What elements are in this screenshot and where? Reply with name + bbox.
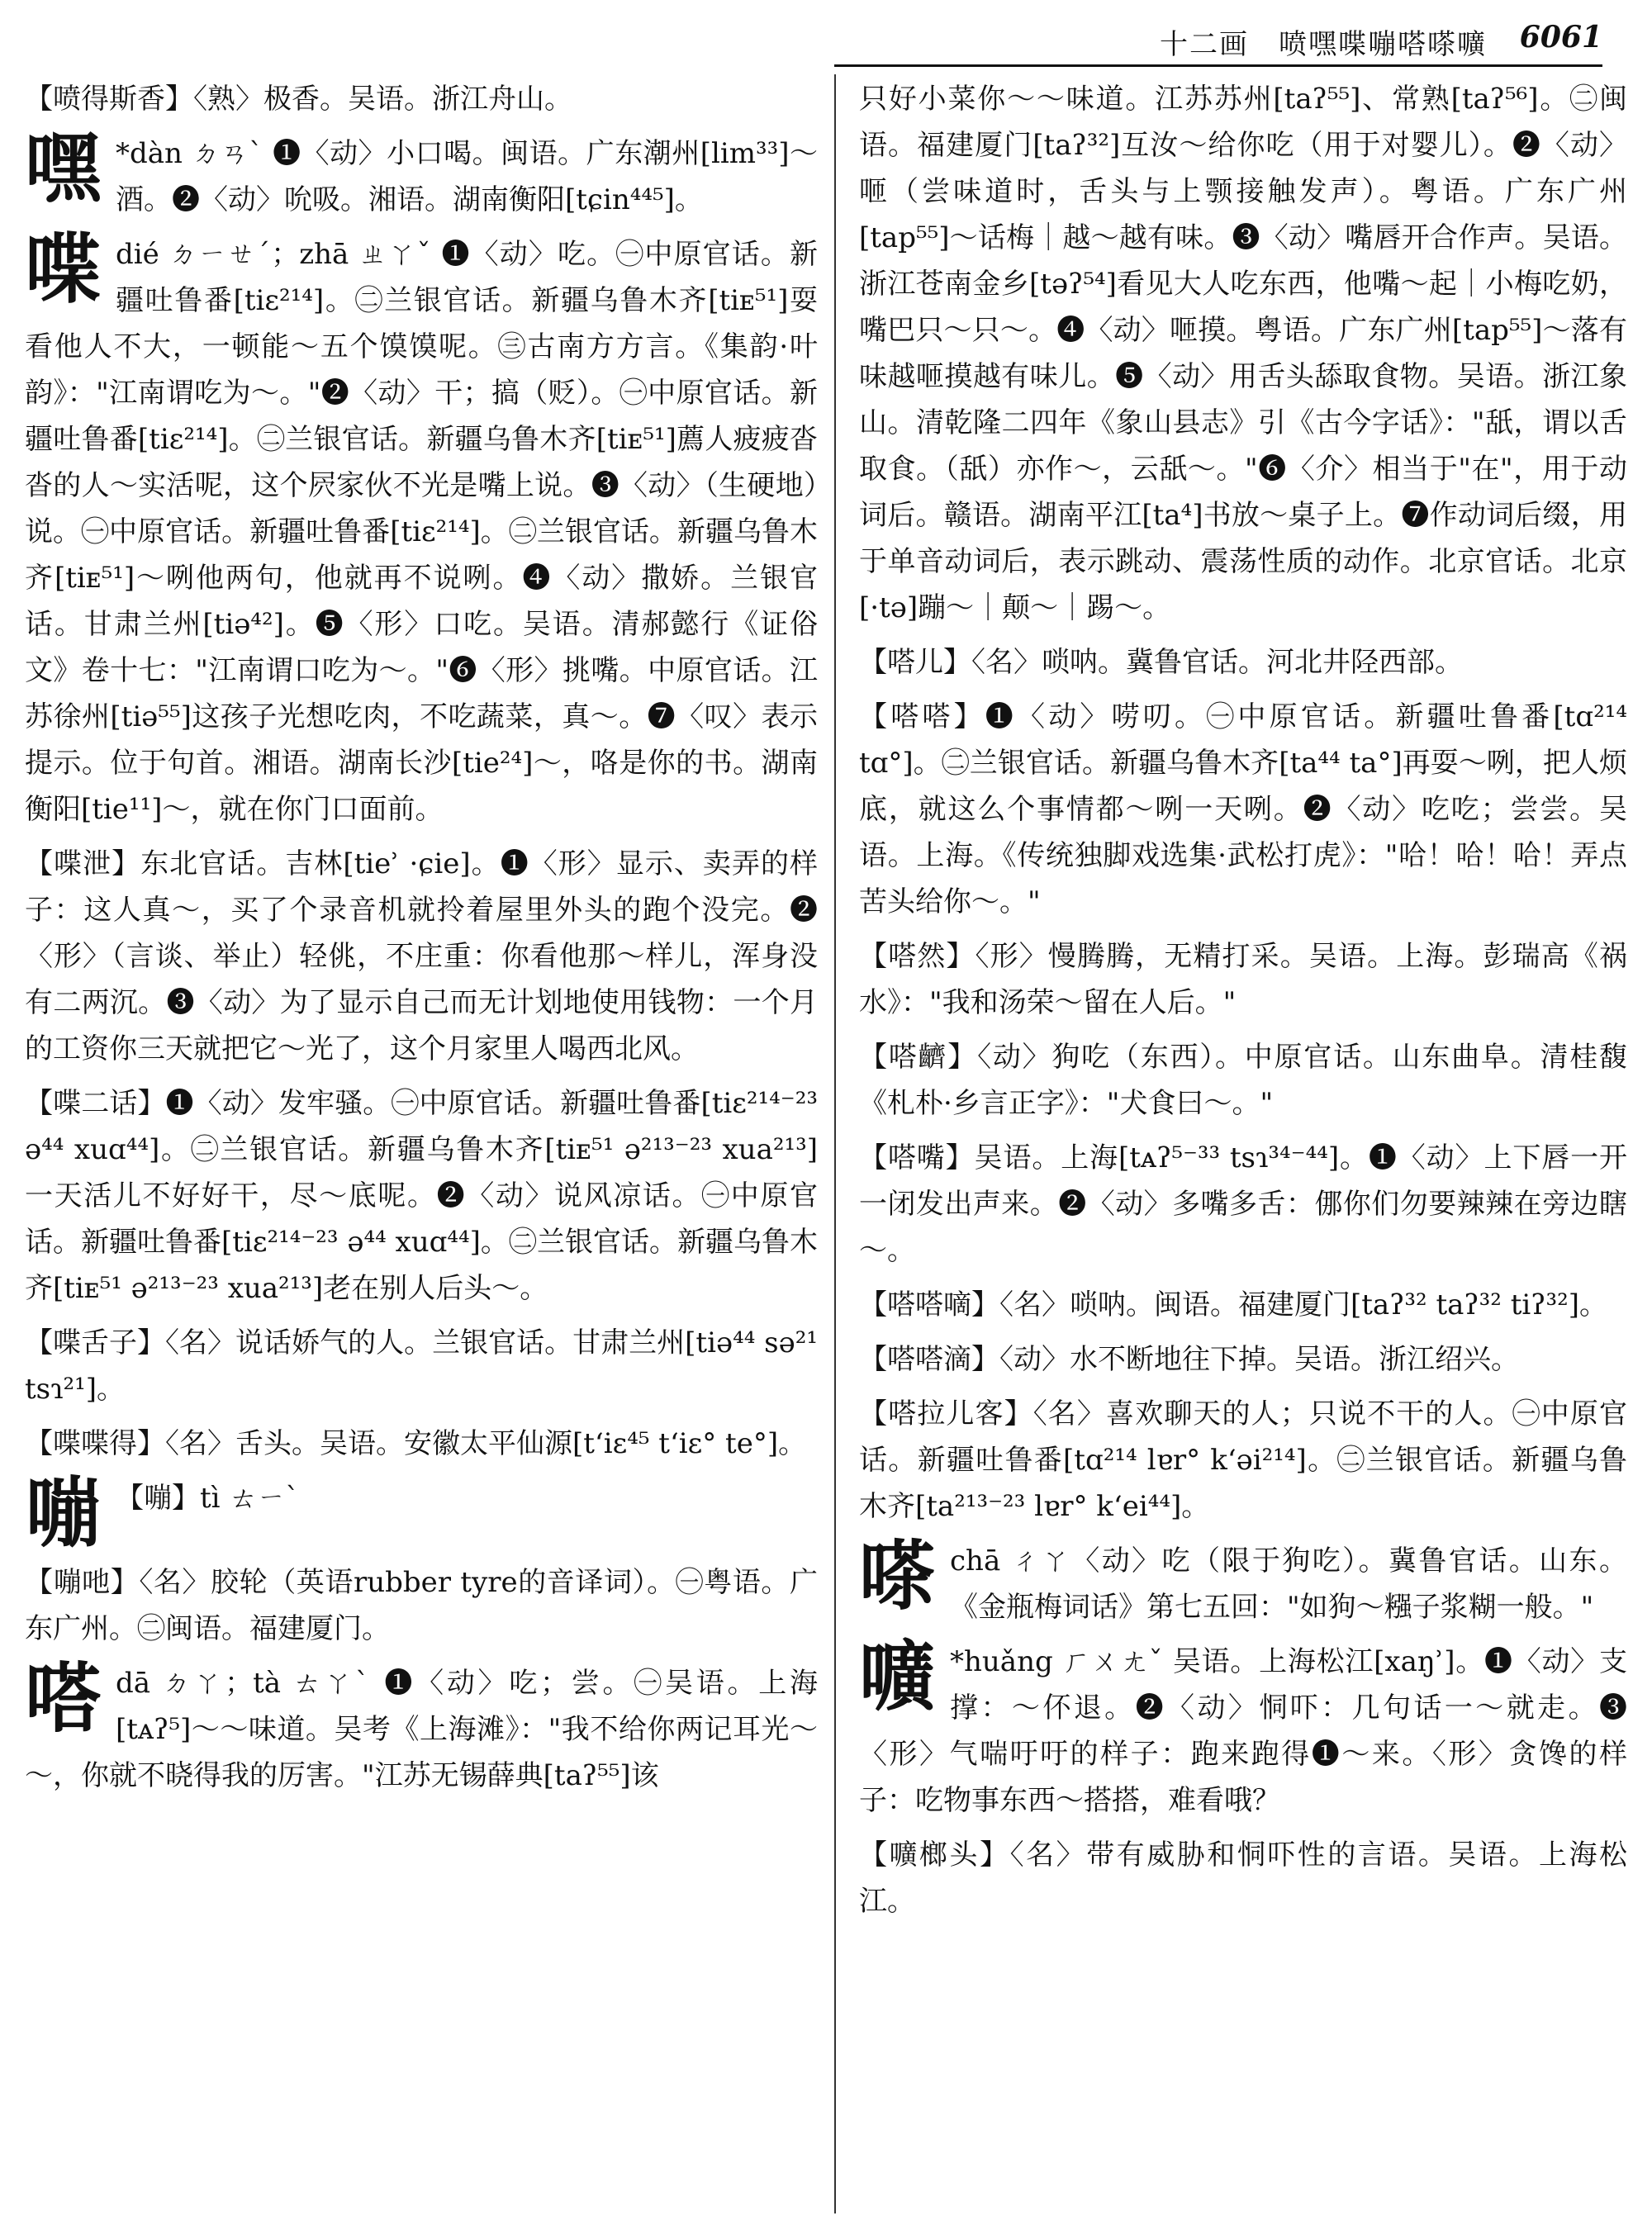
headword-character: 喋 — [25, 225, 102, 314]
dictionary-entry: 【喋泄】东北官话。吉林[tieʾ ·ɕie]。❶〈形〉显示、卖弄的样子：这人真～，买了个录音机就拎着屋里外头的跑个没完。❷〈形〉（言谈、举止）轻佻，不庄重：你看他那～样儿，浑身没有二两沉。❸〈动〉为了显示自己而无计划地使用钱物：一个月的工资你三天就把它～光了，这个月家里人喝西北风。 — [25, 847, 818, 1065]
dictionary-entry: 【喋喋得】〈名〉舌头。吴语。安徽太平仙源[tʻiɛ⁴⁵ tʻiɛ° te°]。 — [25, 1427, 807, 1460]
dictionary-entry: 【嚝榔头】〈名〉带有威胁和恫吓性的言语。吴语。上海松江。 — [859, 1839, 1627, 1918]
dictionary-entry: 【嗒嗒】❶〈动〉唠叨。㊀中原官话。新疆吐鲁番[tɑ²¹⁴ tɑ°]。㊁兰银官话。新疆乌鲁木齐[ta⁴⁴ ta°]再耍～咧，把人烦底，就这么个事情都～咧一天咧。❷〈动〉吃吃；尝尝。吴语。上海。《传统独脚戏选集·武松打虎》："哈！哈！哈！弄点苦头给你～。" — [859, 700, 1627, 918]
dictionary-entry: 【嗒嗒滴】〈动〉水不断地往下掉。吴语。浙江绍兴。 — [859, 1343, 1519, 1376]
dictionary-entry: 【嗒嗒嘀】〈名〉唢呐。闽语。福建厦门[taʔ³² taʔ³² tiʔ³²]。 — [859, 1288, 1608, 1321]
entry-definition: dā ㄉㄚ；tà ㄊㄚˋ ❶〈动〉吃；尝。㊀吴语。上海[tᴀʔ⁵]～～味道。吴考《上海滩》："我不给你两记耳光～～，你就不晓得我的厉害。"江苏无锡薛典[taʔ⁵⁵]该 — [25, 1667, 818, 1792]
running-head: 十二画 喷嘿喋嘣嗒嗏嚝 — [1160, 28, 1487, 61]
headword-character: 嚝 — [859, 1632, 936, 1721]
right-column — [859, 76, 1627, 1933]
dictionary-entry: 【喋二话】❶〈动〉发牢骚。㊀中原官话。新疆吐鲁番[tiɛ²¹⁴⁻²³ ə⁴⁴ xuɑ⁴⁴]。㊁兰银官话。新疆乌鲁木齐[tiᴇ⁵¹ ə²¹³⁻²³ xua²¹³]一天活儿不好好干，尽～底呢。❷〈动〉说风凉话。㊀中原官话。新疆吐鲁番[tiɛ²¹⁴⁻²³ ə⁴⁴ xuɑ⁴⁴]。㊁兰银官话。新疆乌鲁木齐[tiᴇ⁵¹ ə²¹³⁻²³ xua²¹³]老在别人后头～。 — [25, 1087, 818, 1305]
entry-definition: *huǎng ㄏㄨㄤˇ 吴语。上海松江[xaŋʾ]。❶〈动〉支撑：～伓退。❷〈动〉恫吓：几句话一～就走。❸〈形〉气喘吁吁的样子：跑来跑得❶～来。〈形〉贪馋的样子：吃物事东西～搭搭，难看哦？ — [859, 1645, 1627, 1817]
headword-character-entry — [859, 1632, 1627, 1824]
headword-character-entry — [25, 1468, 818, 1558]
column-divider — [834, 74, 836, 2213]
dictionary-entry: 【喷得斯香】〈熟〉极香。吴语。浙江舟山。 — [25, 83, 572, 116]
dictionary-entry: 【嘣吔】〈名〉胶轮（英语rubber tyre的音译词）。㊀粤语。广东广州。㊁闽语。福建厦门。 — [25, 1566, 818, 1645]
entry-definition: *dàn ㄉㄢˋ ❶〈动〉小口喝。闽语。广东潮州[lim³³]～酒。❷〈动〉吮吸。湘语。湖南衡阳[tɕin⁴⁴⁵]。 — [116, 137, 818, 216]
page-number: 6061 — [1519, 20, 1602, 55]
dictionary-entry: 【嗒然】〈形〉慢腾腾，无精打采。吴语。上海。彭瑞高《祸水》："我和汤荣～留在人后。" — [859, 940, 1627, 1019]
dictionary-entry: 只好小菜你～～味道。江苏苏州[taʔ⁵⁵]、常熟[taʔ⁵⁶]。㊁闽语。福建厦门[taʔ³²]互汝～给你吃（用于对婴儿）。❷〈动〉咂（尝味道时，舌头与上颚接触发声）。粤语。广东广州[tap⁵⁵]～话梅｜越～越有味。❸〈动〉嘴唇开合作声。吴语。浙江苍南金乡[təʔ⁵⁴]看见大人吃东西，他嘴～起｜小梅吃奶，嘴巴只～只～。❹〈动〉咂摸。粤语。广东广州[tap⁵⁵]～落有味越咂摸越有味儿。❺〈动〉用舌头舔取食物。吴语。浙江象山。清乾隆二四年《象山县志》引《古今字话》："舐，谓以舌取食。（舐）亦作～，云舐～。"❻〈介〉相当于"在"，用于动词后。赣语。湖南平江[ta⁴]书放～桌子上。❼作动词后缀，用于单音动词后，表示跳动、震荡性质的动作。北京官话。北京[·tə]蹦～｜颠～｜踢～。 — [859, 83, 1627, 624]
headword-character-entry — [859, 1531, 1627, 1630]
entry-definition: chā ㄔㄚ〈动〉吃（限于狗吃）。冀鲁官话。山东。《金瓶梅词话》第七五回："如狗～糨子浆糊一般。" — [950, 1544, 1627, 1624]
entry-definition: 【嘣】tì ㄊㄧˋ — [116, 1482, 300, 1515]
header-rule — [834, 64, 1602, 67]
headword-character: 嘿 — [25, 124, 102, 213]
dictionary-entry: 【嗒嘴】吴语。上海[tᴀʔ⁵⁻³³ tsɿ³⁴⁻⁴⁴]。❶〈动〉上下唇一开一闭发出声来。❷〈动〉多嘴多舌：㑚你们勿要辣辣在旁边瞎～。 — [859, 1141, 1627, 1267]
headword-character: 嗏 — [859, 1531, 936, 1620]
dictionary-entry: 【嗒䶩】〈动〉狗吃（东西）。中原官话。山东曲阜。清桂馥《札朴·乡言正字》："犬食曰～。" — [859, 1041, 1627, 1120]
dictionary-entry: 【嗒拉儿客】〈名〉喜欢聊天的人；只说不干的人。㊀中原官话。新疆吐鲁番[tɑ²¹⁴ lɐr° kʻəi²¹⁴]。㊁兰银官话。新疆乌鲁木齐[ta²¹³⁻²³ lɐr° kʻei⁴⁴]。 — [859, 1397, 1627, 1523]
dictionary-entry: 【喋舌子】〈名〉说话娇气的人。兰银官话。甘肃兰州[tiə⁴⁴ sə²¹ tsɿ²¹]。 — [25, 1326, 818, 1406]
left-column — [25, 76, 818, 1807]
headword-character-entry — [25, 124, 818, 223]
entry-definition: dié ㄉㄧㄝˊ；zhā ㄓㄚˇ ❶〈动〉吃。㊀中原官话。新疆吐鲁番[tiɛ²¹⁴]。㊁兰银官话。新疆乌鲁木齐[tiᴇ⁵¹]耍看他人不大，一顿能～五个馍馍呢。㊂古南方方言。《集韵·叶韵》："江南谓吃为～。"❷〈动〉干；搞（贬）。㊀中原官话。新疆吐鲁番[tiɛ²¹⁴]。㊁兰银官话。新疆乌鲁木齐[tiᴇ⁵¹]薦人疲疲沓沓的人～实活呢，这个屄家伙不光是嘴上说。❸〈动〉（生硬地）说。㊀中原官话。新疆吐鲁番[tiɛ²¹⁴]。㊁兰银官话。新疆乌鲁木齐[tiᴇ⁵¹]～咧他两句，他就再不说咧。❹〈动〉撒娇。兰银官话。甘肃兰州[tiə⁴²]。❺〈形〉口吃。吴语。清郝懿行《证俗文》卷十七："江南谓口吃为～。"❻〈形〉挑嘴。中原官话。江苏徐州[tiə⁵⁵]这孩子光想吃肉，不吃蔬菜，真～。❼〈叹〉表示提示。位于句首。湘语。湖南长沙[tie²⁴]～，咯是你的书。湖南衡阳[tie¹¹]～，就在你门口面前。 — [25, 238, 818, 826]
headword-character: 嘣 — [25, 1468, 102, 1558]
page-header — [0, 15, 1619, 64]
headword-character: 嗒 — [25, 1654, 102, 1743]
headword-character-entry — [25, 225, 818, 833]
dictionary-entry: 【嗒儿】〈名〉唢呐。冀鲁官话。河北井陉西部。 — [859, 646, 1463, 679]
headword-character-entry — [25, 1654, 818, 1799]
